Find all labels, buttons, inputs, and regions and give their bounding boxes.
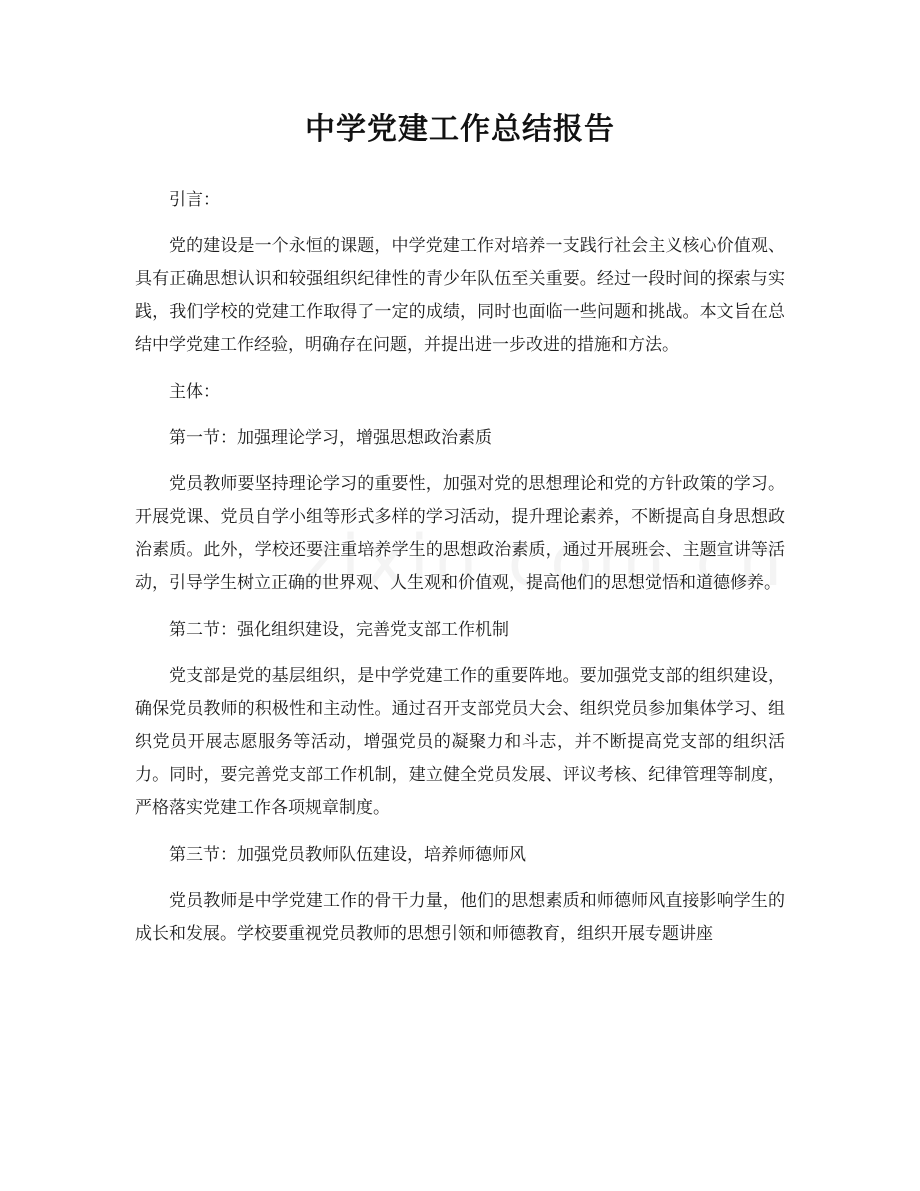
section-1-paragraph: 党员教师要坚持理论学习的重要性，加强对党的思想理论和党的方针政策的学习。开展党课、党员自学小组等形式多样的学习活动，提升理论素养，不断提高自身思想政治素质。此外，学校还要注重培养学生的思想政治素质，通过开展班会、主题宣讲等活动，引导学生树立正确的世界观、人生观和价值观，提高他们的思想觉悟和道德修养。	[135, 474, 785, 593]
section-2-heading: 第二节：强化组织建设，完善党支部工作机制	[169, 620, 509, 640]
intro-paragraph: 党的建设是一个永恒的课题，中学党建工作对培养一支践行社会主义核心价值观、具有正确思想认识和较强组织纪律性的青少年队伍至关重要。经过一段时间的探索与实践，我们学校的党建工作取得了一定的成绩，同时也面临一些问题和挑战。本文旨在总结中学党建工作经验，明确存在问题，并提出进一步改进的措施和方法。	[135, 236, 785, 355]
section-2-paragraph: 党支部是党的基层组织，是中学党建工作的重要阵地。要加强党支部的组织建设，确保党员教师的积极性和主动性。通过召开支部党员大会、组织党员参加集体学习、组织党员开展志愿服务等活动，增强党员的凝聚力和斗志，并不断提高党支部的组织活力。同时，要完善党支部工作机制，建立健全党员发展、评议考核、纪律管理等制度，严格落实党建工作各项规章制度。	[135, 666, 785, 818]
document-title: 中学党建工作总结报告	[305, 112, 615, 147]
intro-heading: 引言：	[169, 190, 220, 210]
section-3-paragraph: 党员教师是中学党建工作的骨干力量，他们的思想素质和师德师风直接影响学生的成长和发展。学校要重视党员教师的思想引领和师德教育，组织开展专题讲座	[135, 891, 785, 944]
document-body	[135, 184, 785, 965]
section-1-heading: 第一节：加强理论学习，增强思想政治素质	[169, 428, 492, 448]
section-3-heading: 第三节：加强党员教师队伍建设，培养师德师风	[169, 845, 526, 865]
main-heading: 主体：	[169, 382, 220, 402]
